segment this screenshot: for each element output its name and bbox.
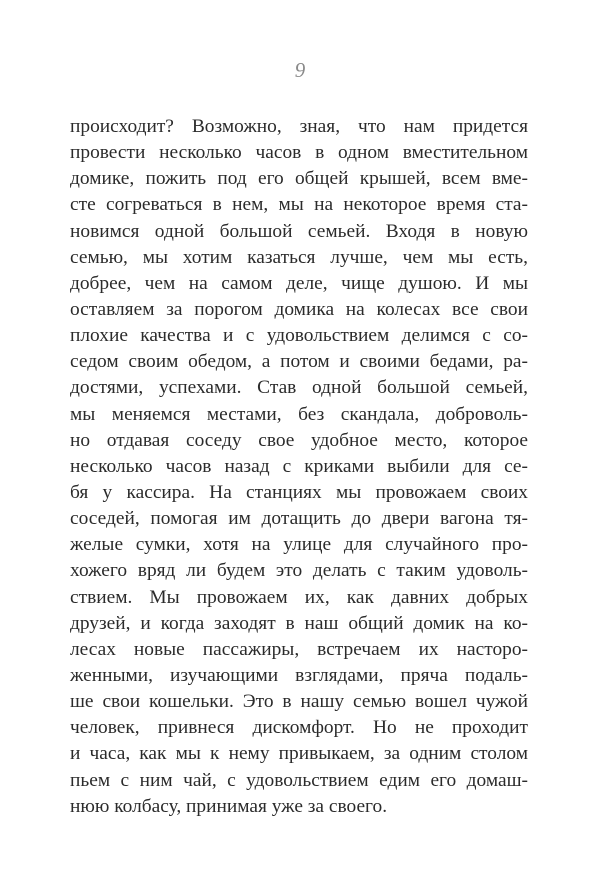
text-line: провести несколько часов в одном вместительном bbox=[70, 142, 528, 164]
text-line: добрее, чем на самом деле, чище душою. И мы bbox=[70, 272, 528, 294]
text-line: хожего вряд ли будем это делать с таким удоволь- bbox=[70, 560, 528, 582]
text-line: женными, изучающими взглядами, пряча подаль- bbox=[70, 664, 528, 686]
body-text bbox=[70, 114, 528, 820]
text-line: происходит? Возможно, зная, что нам придется bbox=[70, 116, 528, 137]
text-line: ше свои кошельки. Это в нашу семью вошел чужой bbox=[70, 691, 528, 713]
text-line: человек, привнеся дискомфорт. Но не проходит bbox=[70, 717, 528, 739]
text-line-last: нюю колбасу, принимая уже за своего. bbox=[70, 795, 388, 817]
text-line: плохие качества и с удовольствием делимся с со- bbox=[70, 325, 528, 347]
text-line: мы меняемся местами, без скандала, доброволь- bbox=[70, 403, 528, 425]
text-line: ствием. Мы провожаем их, как давних добрых bbox=[70, 586, 528, 608]
text-line: лесах новые пассажиры, встречаем их насторо- bbox=[70, 638, 528, 660]
text-line: семью, мы хотим казаться лучше, чем мы есть, bbox=[70, 246, 528, 268]
text-line: желые сумки, хотя на улице для случайного про- bbox=[70, 534, 528, 556]
text-line: соседей, помогая им дотащить до двери вагона тя- bbox=[70, 508, 528, 530]
text-line: достями, успехами. Став одной большой семьей, bbox=[70, 377, 528, 399]
text-line: сте согреваться в нем, мы на некоторое время ста- bbox=[70, 194, 528, 216]
text-line: седом своим обедом, а потом и своими бедами, ра- bbox=[70, 351, 528, 373]
text-line: и часа, как мы к нему привыкаем, за одним столом bbox=[70, 743, 528, 765]
text-line: бя у кассира. На станциях мы провожаем своих bbox=[70, 481, 528, 503]
text-line: несколько часов назад с криками выбили для се- bbox=[70, 455, 528, 477]
text-line: но отдавая соседу свое удобное место, которое bbox=[70, 429, 528, 451]
text-line: пьем с ним чай, с удовольствием едим его домаш- bbox=[70, 769, 528, 791]
text-line: друзей, и когда заходят в наш общий домик на ко- bbox=[70, 612, 528, 634]
page-number: 9 bbox=[294, 58, 306, 82]
text-line: домике, пожить под его общей крышей, всем вме- bbox=[70, 168, 528, 190]
text-line: оставляем за порогом домика на колесах все свои bbox=[70, 298, 528, 320]
text-line: новимся одной большой семьей. Входя в новую bbox=[70, 220, 528, 242]
